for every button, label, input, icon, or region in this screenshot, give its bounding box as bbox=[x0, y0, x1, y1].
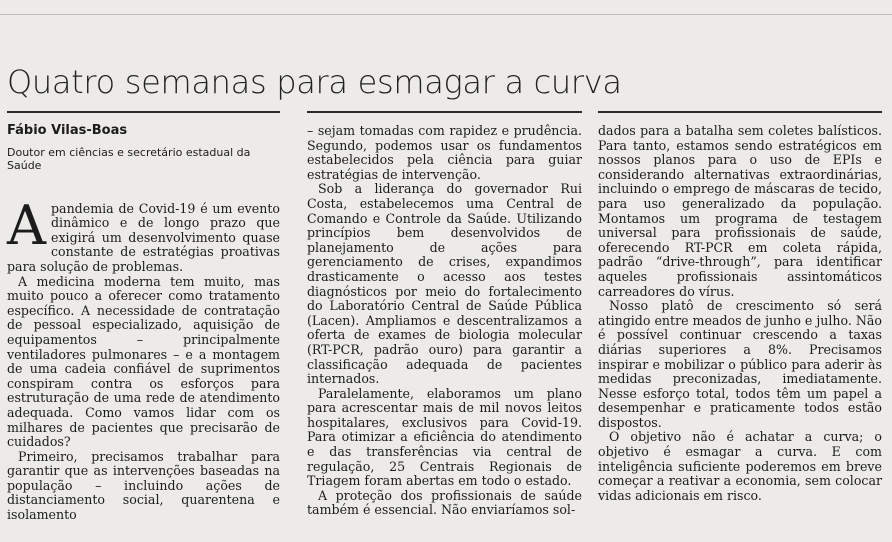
author-bio: Doutor em ciências e secretário estadual da Saúde bbox=[7, 145, 251, 172]
article-column-3 bbox=[598, 124, 882, 503]
author-name: Fábio Vilas-Boas bbox=[7, 123, 128, 138]
article-column-1 bbox=[7, 124, 280, 523]
article-paragraph: O objetivo não é achatar a curva; o objetivo é esmagar a curva. E com inteligência suficiente poderemos em breve começar a reativar a economia, sem colocar vidas adicionais em risco. bbox=[598, 429, 882, 503]
article-column-2 bbox=[307, 124, 582, 518]
column-rule-3 bbox=[598, 111, 882, 113]
column-rule-1 bbox=[7, 111, 280, 113]
article-paragraph: Sob a liderança do governador Rui Costa, estabelecemos uma Central de Comando e Controle da Saúde. Utilizando princípios bem desenvolvidos de planejamento de ações para gerenciamento de crises, expandimos drasticamente o acesso aos testes diagnósticos por meio do fortalecimento do Laboratório Central de Saúde Pública (Lacen). Ampliamos e descentralizamos a oferta de exames de biologia molecular (RT-PCR, padrão ouro) para garantir a classificação adequada de pacientes internados. bbox=[307, 181, 582, 387]
headline: Quatro semanas para esmagar a curva bbox=[7, 63, 622, 102]
article-paragraph: – sejam tomadas com rapidez e prudência. Segundo, podemos usar os fundamentos estabelecidos pela ciência para guiar estratégias de intervenção. bbox=[307, 123, 582, 182]
column-rule-2 bbox=[307, 111, 582, 113]
article-paragraph: Apandemia de Covid-19 é um evento dinâmico e de longo prazo que exigirá um desenvolvimento quase constante de estratégias proativas para solução de problemas. bbox=[7, 193, 280, 274]
top-divider bbox=[0, 14, 892, 15]
article-paragraph: dados para a batalha sem coletes balísticos. Para tanto, estamos sendo estratégicos em nossos planos para o uso de EPIs e considerando alternativas extraordinárias, incluindo o emprego de máscaras de tecido, para uso generalizado da população. Montamos um programa de testagem universal para profissionais de saúde, oferecendo RT-PCR em coleta rápida, padrão “drive-through”, para identificar aqueles profissionais assintomáticos carreadores do vírus. bbox=[598, 123, 882, 299]
article-paragraph: Paralelamente, elaboramos um plano para acrescentar mais de mil novos leitos hospitalares, exclusivos para Covid-19. Para otimizar a eficiência do atendimento e das transferências via central de regulação, 25 Centrais Regionais de Triagem foram abertas em todo o estado. bbox=[307, 385, 582, 489]
article-paragraph: A proteção dos profissionais de saúde também é essencial. Não enviaríamos sol- bbox=[307, 487, 582, 518]
article-paragraph: Primeiro, precisamos trabalhar para garantir que as intervenções baseadas na população – incluindo ações de distanciamento social, quarentena e isolamento bbox=[7, 448, 280, 523]
article-paragraph: Nosso platô de crescimento só será atingido entre meados de junho e julho. Não é possível continuar crescendo a taxas diárias superiores a 8%. Precisamos inspirar e mobilizar o público para aderir às medidas preconizadas, imediatamente. Nesse esforço total, todos têm um papel a desempenhar e praticamente todos estão dispostos. bbox=[598, 298, 882, 430]
drop-cap: A bbox=[7, 193, 46, 257]
article-paragraph: A medicina moderna tem muito, mas muito pouco a oferecer como tratamento específico. A necessidade de contratação de pessoal especializado, aquisição de equipamentos – principalmente ventiladores pulmonares – e a montagem de uma cadeia confiável de suprimentos conspiram contra os esforços para estruturação de uma rede de atendimento adequada. Como vamos lidar com os milhares de pacientes que precisarão de cuidados? bbox=[7, 273, 280, 450]
